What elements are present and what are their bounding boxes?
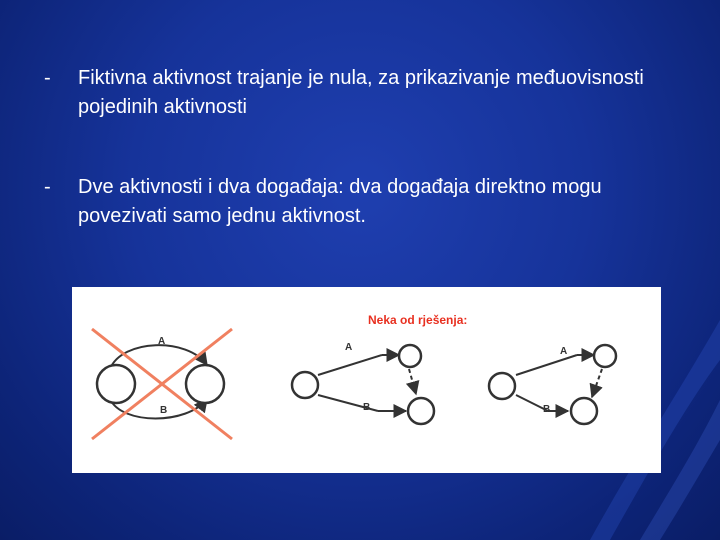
solution-diagram-2 (489, 345, 616, 424)
dummy-activity-arrow (409, 369, 416, 394)
edge-label: A (158, 336, 166, 347)
event-node (489, 373, 515, 399)
dummy-activity-arrow (592, 369, 602, 397)
edge-a-arrow (110, 345, 207, 369)
edge-a-line (318, 355, 382, 375)
edge-label: A (560, 346, 568, 357)
event-node (408, 398, 434, 424)
network-diagram (72, 287, 661, 473)
bullet-item (44, 173, 684, 231)
event-node (292, 372, 318, 398)
event-node (399, 345, 421, 367)
bullet-marker: - (44, 67, 51, 89)
event-node (594, 345, 616, 367)
bullet-item (44, 64, 684, 122)
edge-label: B (543, 404, 551, 415)
edge-label: B (160, 405, 168, 416)
solution-diagram-1 (292, 342, 434, 424)
edge-label: A (345, 342, 353, 353)
edge-label: B (363, 402, 371, 413)
bullet-marker: - (44, 176, 51, 198)
bullet-text: Fiktivna aktivnost trajanje je nula, za prikazivanje međuovisnosti pojedinih aktivnosti (78, 67, 644, 118)
figure-heading: Neka od rješenja: (368, 313, 468, 327)
network-figure (72, 287, 661, 473)
edge-a-line (516, 355, 577, 375)
event-node (571, 398, 597, 424)
bullet-list (44, 64, 684, 231)
event-node (97, 365, 135, 403)
bullet-text: Dve aktivnosti i dva događaja: dva događaja direktno mogu povezivati samo jednu aktivnost. (78, 176, 602, 227)
wrong-diagram (92, 329, 232, 439)
event-node (186, 365, 224, 403)
